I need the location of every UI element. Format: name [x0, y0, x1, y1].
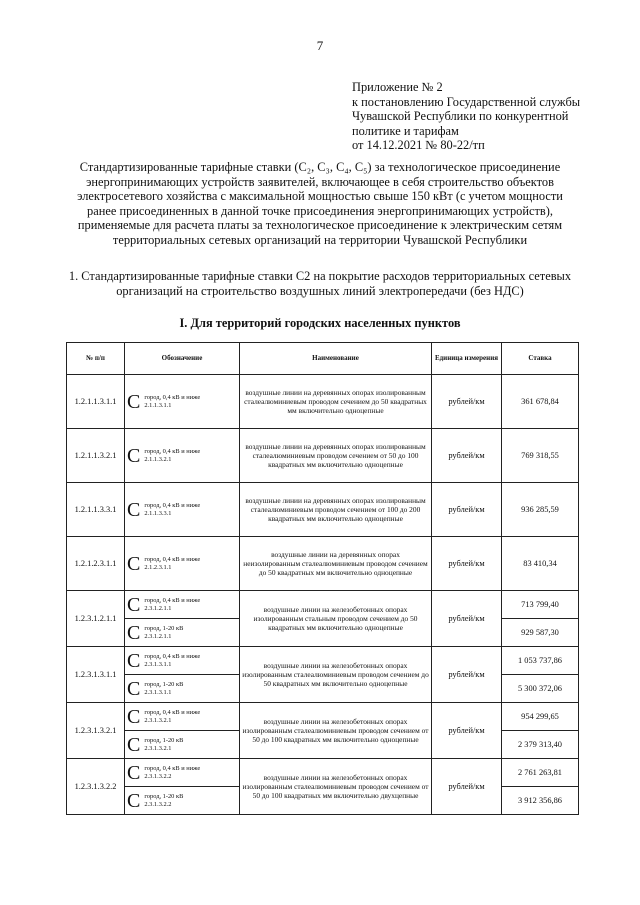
designation-cell: [125, 483, 240, 537]
c-symbol: С: [127, 649, 141, 672]
designation-code: 2.1.1.3.3.1: [144, 509, 172, 517]
designation-text: [144, 681, 183, 696]
c-symbol: С: [127, 444, 141, 467]
designation-text: [144, 625, 183, 640]
row-rate: 936 285,59: [502, 483, 579, 537]
designation-code: 2.1.1.3.2.1: [144, 455, 172, 463]
designation: [127, 595, 237, 615]
row-unit: рублей/км: [432, 483, 502, 537]
row-rate: 2 761 263,81: [502, 759, 579, 787]
designation-label: город, 1-20 кВ: [144, 792, 184, 800]
row-rate: 3 912 356,86: [502, 787, 579, 815]
row-name: воздушные линии на железобетонных опорах изолированным сталеалюминиевым проводом сечением до 50 квадратных мм включительно одноцепные: [240, 647, 432, 703]
header-designation: Обозначение: [125, 343, 240, 375]
designation: [127, 791, 237, 811]
appendix-line: политике и тарифам: [352, 123, 459, 138]
designation-text: [144, 653, 200, 668]
c-symbol: С: [127, 789, 141, 812]
c-symbol: С: [127, 498, 141, 521]
designation-cell: [125, 429, 240, 483]
designation-label: город, 0,4 кВ и ниже: [144, 447, 201, 455]
designation-code: 2.1.2.3.1.1: [144, 563, 172, 571]
table-row: [67, 759, 579, 787]
designation: [127, 392, 237, 412]
row-number: 1.2.3.1.2.1.1: [67, 591, 125, 647]
row-name: воздушные линии на железобетонных опорах изолированным стальным проводом сечением до 50 квадратных мм включительно одноцепные: [240, 591, 432, 647]
designation-label: город, 0,4 кВ и ниже: [144, 708, 201, 716]
tariff-table: [66, 342, 579, 815]
table-row: [67, 647, 579, 675]
designation: [127, 735, 237, 755]
designation-code: 2.3.1.3.1.1: [144, 688, 172, 696]
row-name: воздушные линии на деревянных опорах изолированным сталеалюминиевым проводом сечением до 50 квадратных мм включительно одноцепные: [240, 375, 432, 429]
designation: [127, 679, 237, 699]
designation-code: 2.3.1.3.2.2: [144, 800, 172, 808]
designation-text: [144, 709, 200, 724]
designation-label: город, 0,4 кВ и ниже: [144, 555, 201, 563]
sub-heading: I. Для территорий городских населенных пунктов: [179, 316, 461, 330]
designation-cell: [125, 591, 240, 619]
designation-code: 2.3.1.3.1.1: [144, 660, 172, 668]
table-row: [67, 537, 579, 591]
designation-label: город, 0,4 кВ и ниже: [144, 501, 201, 509]
row-rate: 361 678,84: [502, 375, 579, 429]
designation-cell: [125, 619, 240, 647]
main-heading: Стандартизированные тарифные ставки (С₂, С₃, С₄, С₅) за технологическое присоединение энергопринимающих устройств заявителей, включающее в себя строительство объектов электросетевого хозяйства с максимальной мощностью свыше 150 кВт (с учетом мощности ранее присоединенных в данной точке присоединения энергопринимающих устройств), применяемые для расчета платы за технологическое присоединение к электрическим сетям территориальных сетевых организаций на территории Чувашской Республики: [77, 160, 563, 247]
designation-code: 2.3.1.2.1.1: [144, 632, 172, 640]
c-symbol: С: [127, 552, 141, 575]
designation-text: [144, 502, 200, 517]
designation-cell: [125, 787, 240, 815]
row-rate: 2 379 313,40: [502, 731, 579, 759]
row-rate: 954 299,65: [502, 703, 579, 731]
row-name: воздушные линии на железобетонных опорах изолированным сталеалюминиевым проводом сечением от 50 до 100 квадратных мм включительно одноцепные: [240, 703, 432, 759]
c-symbol: С: [127, 593, 141, 616]
designation-text: [144, 737, 183, 752]
designation-code: 2.3.1.3.2.2: [144, 772, 172, 780]
row-name: воздушные линии на деревянных опорах изолированным сталеалюминиевым проводом сечением от 100 до 200 квадратных мм включительно одноцепные: [240, 483, 432, 537]
row-number: 1.2.3.1.3.1.1: [67, 647, 125, 703]
designation-text: [144, 597, 200, 612]
row-rate: 929 587,30: [502, 619, 579, 647]
row-unit: рублей/км: [432, 647, 502, 703]
c-symbol: С: [127, 621, 141, 644]
row-name: воздушные линии на деревянных опорах изолированным сталеалюминиевым проводом сечением от 50 до 100 квадратных мм включительно одноцепные: [240, 429, 432, 483]
row-name: воздушные линии на железобетонных опорах изолированным сталеалюминиевым проводом сечением от 50 до 100 квадратных мм включительно двухцепные: [240, 759, 432, 815]
designation-code: 2.3.1.3.2.1: [144, 744, 172, 752]
appendix-line: к постановлению Государственной службы: [352, 94, 581, 109]
header-num: № п/п: [67, 343, 125, 375]
designation-text: [144, 394, 200, 409]
row-unit: рублей/км: [432, 537, 502, 591]
row-unit: рублей/км: [432, 703, 502, 759]
designation-label: город, 1-20 кВ: [144, 736, 184, 744]
appendix-line: Приложение № 2: [352, 80, 443, 94]
designation-text: [144, 556, 200, 571]
section-heading: 1. Стандартизированные тарифные ставки С2 на покрытие расходов территориальных сетевых организаций на строительство воздушных линий электропередачи (без НДС): [68, 269, 572, 298]
designation-text: [144, 448, 200, 463]
row-number: 1.2.1.1.3.1.1: [67, 375, 125, 429]
table-row: [67, 375, 579, 429]
table-row: [67, 483, 579, 537]
designation-cell: [125, 375, 240, 429]
designation-text: [144, 765, 200, 780]
table-row: [67, 703, 579, 731]
designation-cell: [125, 537, 240, 591]
row-number: 1.2.1.1.3.3.1: [67, 483, 125, 537]
designation: [127, 707, 237, 727]
row-rate: 769 318,55: [502, 429, 579, 483]
designation-cell: [125, 675, 240, 703]
designation-cell: [125, 759, 240, 787]
row-rate: 713 799,40: [502, 591, 579, 619]
table-row: [67, 591, 579, 619]
table-row: [67, 429, 579, 483]
row-unit: рублей/км: [432, 429, 502, 483]
c-symbol: С: [127, 390, 141, 413]
row-unit: рублей/км: [432, 759, 502, 815]
designation-label: город, 1-20 кВ: [144, 624, 184, 632]
designation-cell: [125, 647, 240, 675]
header-name: Наименование: [240, 343, 432, 375]
c-symbol: С: [127, 677, 141, 700]
appendix-block: [352, 80, 622, 153]
designation-text: [144, 793, 183, 808]
row-name: воздушные линии на деревянных опорах неизолированным сталеалюминиевым проводом сечением до 50 квадратных мм включительно одноцепные: [240, 537, 432, 591]
designation-label: город, 0,4 кВ и ниже: [144, 596, 201, 604]
designation-label: город, 0,4 кВ и ниже: [144, 764, 201, 772]
page-number: 7: [316, 38, 324, 53]
designation-label: город, 1-20 кВ: [144, 680, 184, 688]
row-number: 1.2.3.1.3.2.1: [67, 703, 125, 759]
row-unit: рублей/км: [432, 591, 502, 647]
designation-code: 2.3.1.2.1.1: [144, 604, 172, 612]
c-symbol: С: [127, 705, 141, 728]
c-symbol: С: [127, 733, 141, 756]
header-rate: Ставка: [502, 343, 579, 375]
table-body: [67, 375, 579, 815]
header-unit: Единица измерения: [432, 343, 502, 375]
designation-label: город, 0,4 кВ и ниже: [144, 652, 201, 660]
designation: [127, 446, 237, 466]
row-unit: рублей/км: [432, 375, 502, 429]
designation-code: 2.3.1.3.2.1: [144, 716, 172, 724]
designation-code: 2.1.1.3.1.1: [144, 401, 172, 409]
row-number: 1.2.1.1.3.2.1: [67, 429, 125, 483]
row-rate: 5 300 372,06: [502, 675, 579, 703]
appendix-line: от 14.12.2021 № 80-22/тп: [352, 138, 485, 152]
designation: [127, 623, 237, 643]
designation-cell: [125, 703, 240, 731]
designation: [127, 651, 237, 671]
row-rate: 83 410,34: [502, 537, 579, 591]
row-number: 1.2.1.2.3.1.1: [67, 537, 125, 591]
row-rate: 1 053 737,86: [502, 647, 579, 675]
designation: [127, 500, 237, 520]
designation-cell: [125, 731, 240, 759]
designation: [127, 763, 237, 783]
designation-label: город, 0,4 кВ и ниже: [144, 393, 201, 401]
c-symbol: С: [127, 761, 141, 784]
row-number: 1.2.3.1.3.2.2: [67, 759, 125, 815]
appendix-line: Чувашской Республики по конкурентной: [352, 109, 569, 123]
designation: [127, 554, 237, 574]
